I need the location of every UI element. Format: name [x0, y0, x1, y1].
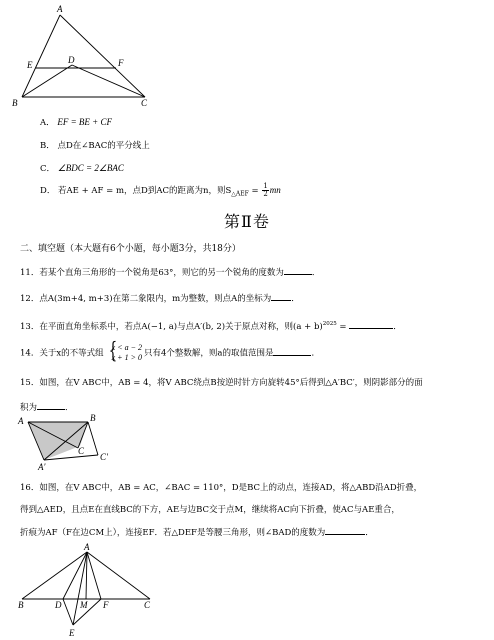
question-text: 12．点A(3m+4, m+3)在第二象限内，m为整数，则点A的坐标为 [20, 294, 272, 304]
option-text: 若AE + AF = m，点D到AC的距离为n，则S [58, 186, 232, 196]
fig3-label-d: D [55, 600, 62, 610]
fraction-half [262, 183, 268, 198]
answer-blank[interactable] [271, 291, 291, 301]
question-text: 积为 [20, 403, 38, 413]
option-text: 点D在∠BAC的平分线上 [57, 141, 150, 151]
question-15-line1: 15．如图，在V ABC中，AB = 4，将V ABC绕点B按逆时针方向旋转45°后得到△A′BC′，则阴影部分的面 [20, 378, 423, 388]
question-end: ． [291, 294, 300, 304]
option-text: EF = BE + CF [57, 117, 112, 127]
question-end: ． [365, 528, 374, 538]
question-end: ． [311, 268, 321, 278]
answer-blank[interactable] [349, 319, 393, 329]
fig1-label-c: C [141, 98, 148, 108]
section-heading: 二、填空题（本大题有6个小题，每小题3分，共18分） [20, 244, 241, 254]
question-11 [20, 265, 320, 278]
fig3-label-m: M [80, 600, 88, 610]
fraction-num: 1 [263, 182, 268, 190]
fig2-label-b: B [90, 413, 96, 423]
question-text: 11．若某个直角三角形的一个锐角是63°，则它的另一个锐角的度数为 [20, 268, 284, 278]
figure-triangle-def [0, 0, 494, 110]
exponent: 2025 [322, 321, 337, 328]
fig3-label-e: E [69, 628, 75, 638]
fig3-label-b: B [18, 600, 24, 610]
figure-rotation [0, 410, 140, 470]
question-text: 14．关于x的不等式组 [20, 348, 104, 359]
question-end: ． [393, 322, 402, 332]
answer-blank[interactable] [273, 346, 311, 356]
inequality-system [106, 339, 142, 364]
fig1-label-d: D [68, 55, 75, 65]
fraction-den: 2 [263, 190, 268, 198]
fig1-label-f: F [118, 58, 124, 68]
question-text-mid: 只有4个整数解，则a的取值范围是 [143, 348, 274, 359]
option-letter: D． [40, 186, 56, 196]
question-16-line2: 得到△AED，且点E在直线BC的下方，AE与边BC交于点M，继续将AC向下折叠，使AC与AE重合， [20, 505, 400, 515]
fig1-label-b: B [12, 98, 18, 108]
fig2-label-ap: A′ [38, 462, 46, 472]
option-text: ∠BDC = 2∠BAC [57, 163, 124, 173]
option-d [40, 183, 281, 198]
brace-glyph: { [108, 339, 117, 364]
answer-blank[interactable] [284, 265, 312, 275]
option-a [40, 116, 112, 128]
option-c [40, 162, 124, 174]
inequality-1: x < a − 2 [111, 343, 142, 352]
equals: = [336, 322, 350, 332]
fig3-label-a: A [84, 542, 90, 552]
question-text: 13．在平面直角坐标系中，若点A(−1, a)与点A′(b, 2)关于原点对称，则(a + b) [20, 322, 323, 332]
option-letter: C． [40, 164, 56, 174]
answer-blank[interactable] [37, 400, 65, 410]
option-equals: = [248, 186, 262, 196]
fig3-label-f: F [103, 600, 109, 610]
fig2-label-cp: C′ [100, 452, 108, 462]
option-text-end: mn [269, 185, 281, 195]
fig1-label-a: A [57, 4, 63, 14]
question-text: 折痕为AF（F在边CM上），连接EF．若△DEF是等腰三角形，则∠BAD的度数为 [20, 528, 326, 538]
fig3-label-c: C [144, 600, 151, 610]
figure-folding [0, 540, 170, 640]
answer-blank[interactable] [325, 525, 365, 535]
fig2-label-c: C [78, 446, 85, 456]
inequality-2: x + 1 > 0 [111, 353, 142, 362]
option-letter: A． [40, 118, 55, 128]
fig1-label-e: E [27, 60, 33, 70]
question-end: ． [65, 403, 74, 413]
question-16-line3 [20, 525, 374, 538]
question-end: ． [311, 348, 320, 359]
option-subscript: △AEF [231, 190, 249, 198]
question-12 [20, 291, 300, 304]
question-16-line1: 16．如图，在V ABC中，AB = AC，∠BAC = 110°，D是BC上的动点，连接AD，将△ABD沿AD折叠， [20, 483, 423, 493]
fig2-label-a: A [18, 416, 24, 426]
option-letter: B． [40, 141, 55, 151]
question-14 [20, 339, 320, 364]
section-title: 第Ⅱ卷 [224, 212, 270, 231]
option-b [40, 139, 150, 151]
question-13 [20, 319, 402, 332]
